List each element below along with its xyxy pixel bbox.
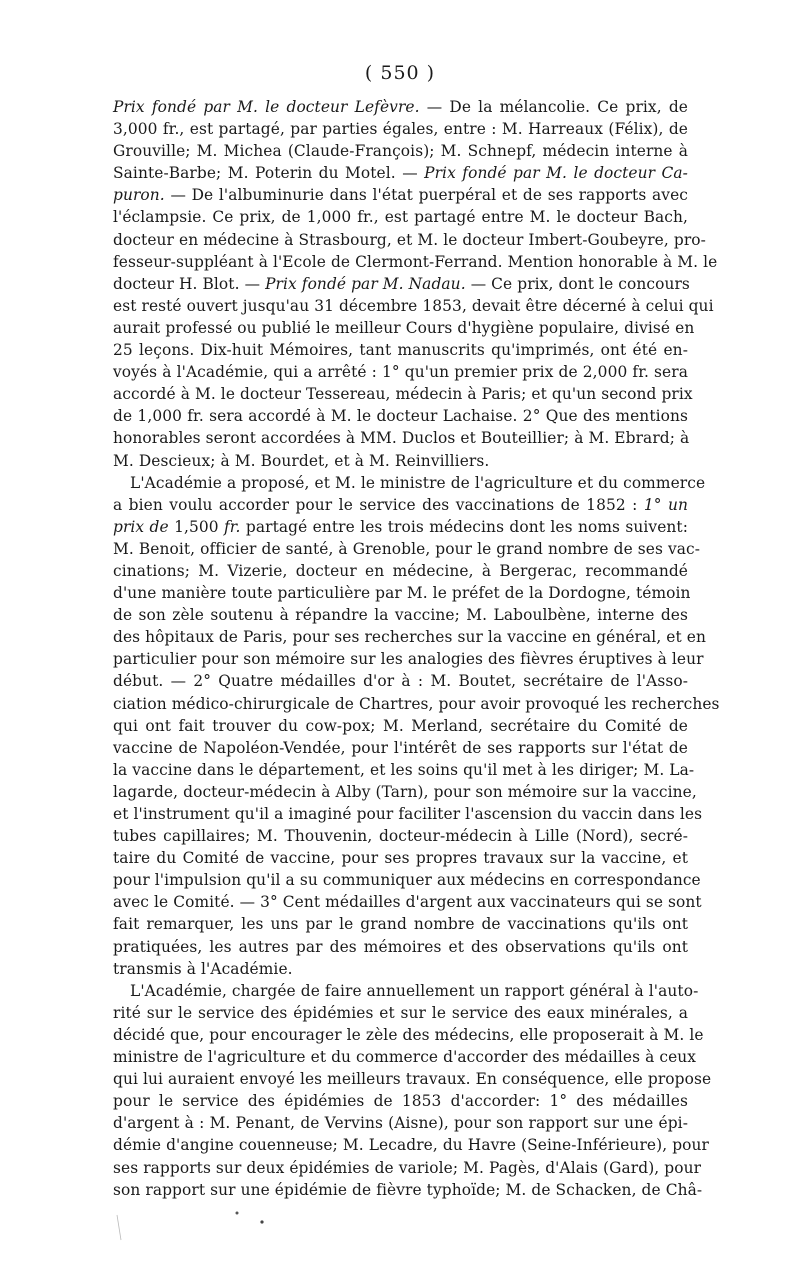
- text-segment: pour le service des épidémies de 1853 d'accorder: 1° des médailles: [113, 1092, 688, 1111]
- text-segment: début. — 2° Quatre médailles d'or à : M. Boutet, secrétaire de l'Asso-: [113, 672, 688, 691]
- text-segment: Sainte-Barbe; M. Poterin du Motel. —: [113, 164, 425, 183]
- text-segment: ciation médico-chirurgicale de Chartres, pour avoir provoqué les recherches: [113, 694, 720, 713]
- text-segment: cinations; M. Vizerie, docteur en médecine, à Bergerac, recommandé: [113, 561, 688, 580]
- speck: [260, 1220, 263, 1223]
- text-segment: 1,500: [168, 517, 224, 536]
- text-segment: ses rapports sur deux épidémies de variole; M. Pagès, d'Alais (Gard), pour: [113, 1158, 702, 1177]
- text-segment: — De l'albuminurie dans l'état puerpéral et de ses rapports avec: [164, 186, 688, 205]
- text-segment: — Ce prix, dont le concours: [465, 274, 690, 293]
- text-segment: d'argent à : M. Penant, de Vervins (Aisne), pour son rapport sur une épi-: [113, 1114, 688, 1133]
- text-segment: avec le Comité. — 3° Cent médailles d'argent aux vaccinateurs qui se sont: [113, 893, 702, 912]
- speck: [117, 1215, 121, 1240]
- text-segment: décidé que, pour encourager le zèle des médecins, elle proposerait à M. le: [113, 1025, 704, 1044]
- italic-text-segment: Prix fondé par M. le docteur Lefèvre.: [113, 98, 420, 116]
- text-segment: docteur en médecine à Strasbourg, et M. le docteur Imbert-Goubeyre, pro-: [113, 230, 706, 249]
- text-segment: honorables seront accordées à MM. Duclos et Bouteillier; à M. Ebrard; à: [113, 429, 690, 448]
- text-segment: vaccine de Napoléon-Vendée, pour l'intérêt de ses rapports sur l'état de: [113, 738, 688, 757]
- italic-text-segment: puron.: [113, 186, 165, 205]
- italic-text-segment: Prix fondé par M. le docteur Ca-: [424, 164, 688, 183]
- text-segment: partagé entre les trois médecins dont les noms suivent:: [240, 517, 688, 536]
- speck: [236, 1212, 239, 1215]
- text-segment: aurait professé ou publié le meilleur Cours d'hygiène populaire, divisé en: [113, 318, 695, 337]
- text-segment: rité sur le service des épidémies et sur le service des eaux minérales, a: [113, 1003, 688, 1022]
- text-segment: des hôpitaux de Paris, pour ses recherches sur la vaccine en général, et en: [113, 628, 707, 647]
- text-segment: fesseur-suppléant à l'Ecole de Clermont-Ferrand. Mention honorable à M. le: [113, 252, 718, 271]
- text-segment: 25 leçons. Dix-huit Mémoires, tant manuscrits qu'imprimés, ont été en-: [113, 341, 688, 360]
- text-segment: la vaccine dans le département, et les soins qu'il met à les diriger; M. La-: [113, 760, 695, 779]
- text-segment: pour l'impulsion qu'il a su communiquer aux médecins en correspondance: [113, 871, 701, 890]
- text-segment: accordé à M. le docteur Tessereau, médecin à Paris; et qu'un second prix: [113, 385, 693, 404]
- text-segment: l'éclampsie. Ce prix, de 1,000 fr., est partagé entre M. le docteur Bach,: [113, 208, 688, 227]
- text-segment: ministre de l'agriculture et du commerce d'accorder des médailles à ceux: [113, 1048, 697, 1067]
- italic-text-segment: 1° un: [643, 495, 688, 514]
- text-segment: a bien voulu accorder pour le service des vaccinations de 1852 :: [113, 495, 644, 514]
- text-segment: son rapport sur une épidémie de fièvre typhoïde; M. de Schacken, de Châ-: [113, 1180, 703, 1199]
- text-segment: voyés à l'Académie, qui a arrêté : 1° qu'un premier prix de 2,000 fr. sera: [113, 363, 688, 382]
- italic-text-segment: Prix fondé par M. Nadau.: [265, 274, 466, 293]
- text-segment: L'Académie a proposé, et M. le ministre de l'agriculture et du commerce: [130, 473, 706, 492]
- page-number: ( 550 ): [364, 62, 436, 84]
- text-segment: et l'instrument qu'il a imaginé pour faciliter l'ascension du vaccin dans les: [113, 805, 703, 823]
- text-segment: particulier pour son mémoire sur les analogies des fièvres éruptives à leur: [113, 650, 704, 669]
- text-segment: docteur H. Blot. —: [113, 274, 266, 293]
- text-segment: démie d'angine couenneuse; M. Lecadre, du Havre (Seine-Inférieure), pour: [113, 1136, 709, 1155]
- text-segment: qui ont fait trouver du cow-pox; M. Merland, secrétaire du Comité de: [113, 716, 688, 735]
- text-segment: fait remarquer, les uns par le grand nombre de vaccinations qu'ils ont: [113, 915, 688, 934]
- text-segment: M. Benoit, officier de santé, à Grenoble, pour le grand nombre de ses vac-: [113, 539, 701, 558]
- text-segment: lagarde, docteur-médecin à Alby (Tarn), pour son mémoire sur la vaccine,: [113, 782, 697, 801]
- text-segment: de 1,000 fr. sera accordé à M. le docteur Lachaise. 2° Que des mentions: [113, 407, 688, 426]
- text-segment: M. Descieux; à M. Bourdet, et à M. Reinvilliers.: [113, 451, 490, 470]
- text-segment: qui lui auraient envoyé les meilleurs travaux. En conséquence, elle propose: [113, 1070, 712, 1089]
- text-segment: pratiquées, les autres par des mémoires et des observations qu'ils ont: [113, 937, 688, 956]
- text-segment: d'une manière toute particulière par M. le préfet de la Dordogne, témoin: [113, 584, 691, 603]
- text-segment: L'Académie, chargée de faire annuellement un rapport général à l'auto-: [130, 981, 699, 1000]
- text-segment: de son zèle soutenu à répandre la vaccine; M. Laboulbène, interne des: [113, 606, 688, 625]
- text-segment: transmis à l'Académie.: [113, 959, 293, 978]
- text-segment: 3,000 fr., est partagé, par parties égales, entre : M. Harreaux (Félix), de: [113, 120, 688, 139]
- text-segment: est resté ouvert jusqu'au 31 décembre 1853, devait être décerné à celui qui: [113, 296, 714, 315]
- text-segment: taire du Comité de vaccine, pour ses propres travaux sur la vaccine, et: [113, 849, 688, 868]
- italic-text-segment: fr.: [224, 517, 241, 536]
- text-segment: Grouville; M. Michea (Claude-François); M. Schnepf, médecin interne à: [113, 142, 688, 161]
- text-segment: tubes capillaires; M. Thouvenin, docteur-médecin à Lille (Nord), secré-: [113, 827, 688, 846]
- text-segment: — De la mélancolie. Ce prix, de: [419, 98, 688, 116]
- italic-text-segment: prix de: [113, 517, 169, 536]
